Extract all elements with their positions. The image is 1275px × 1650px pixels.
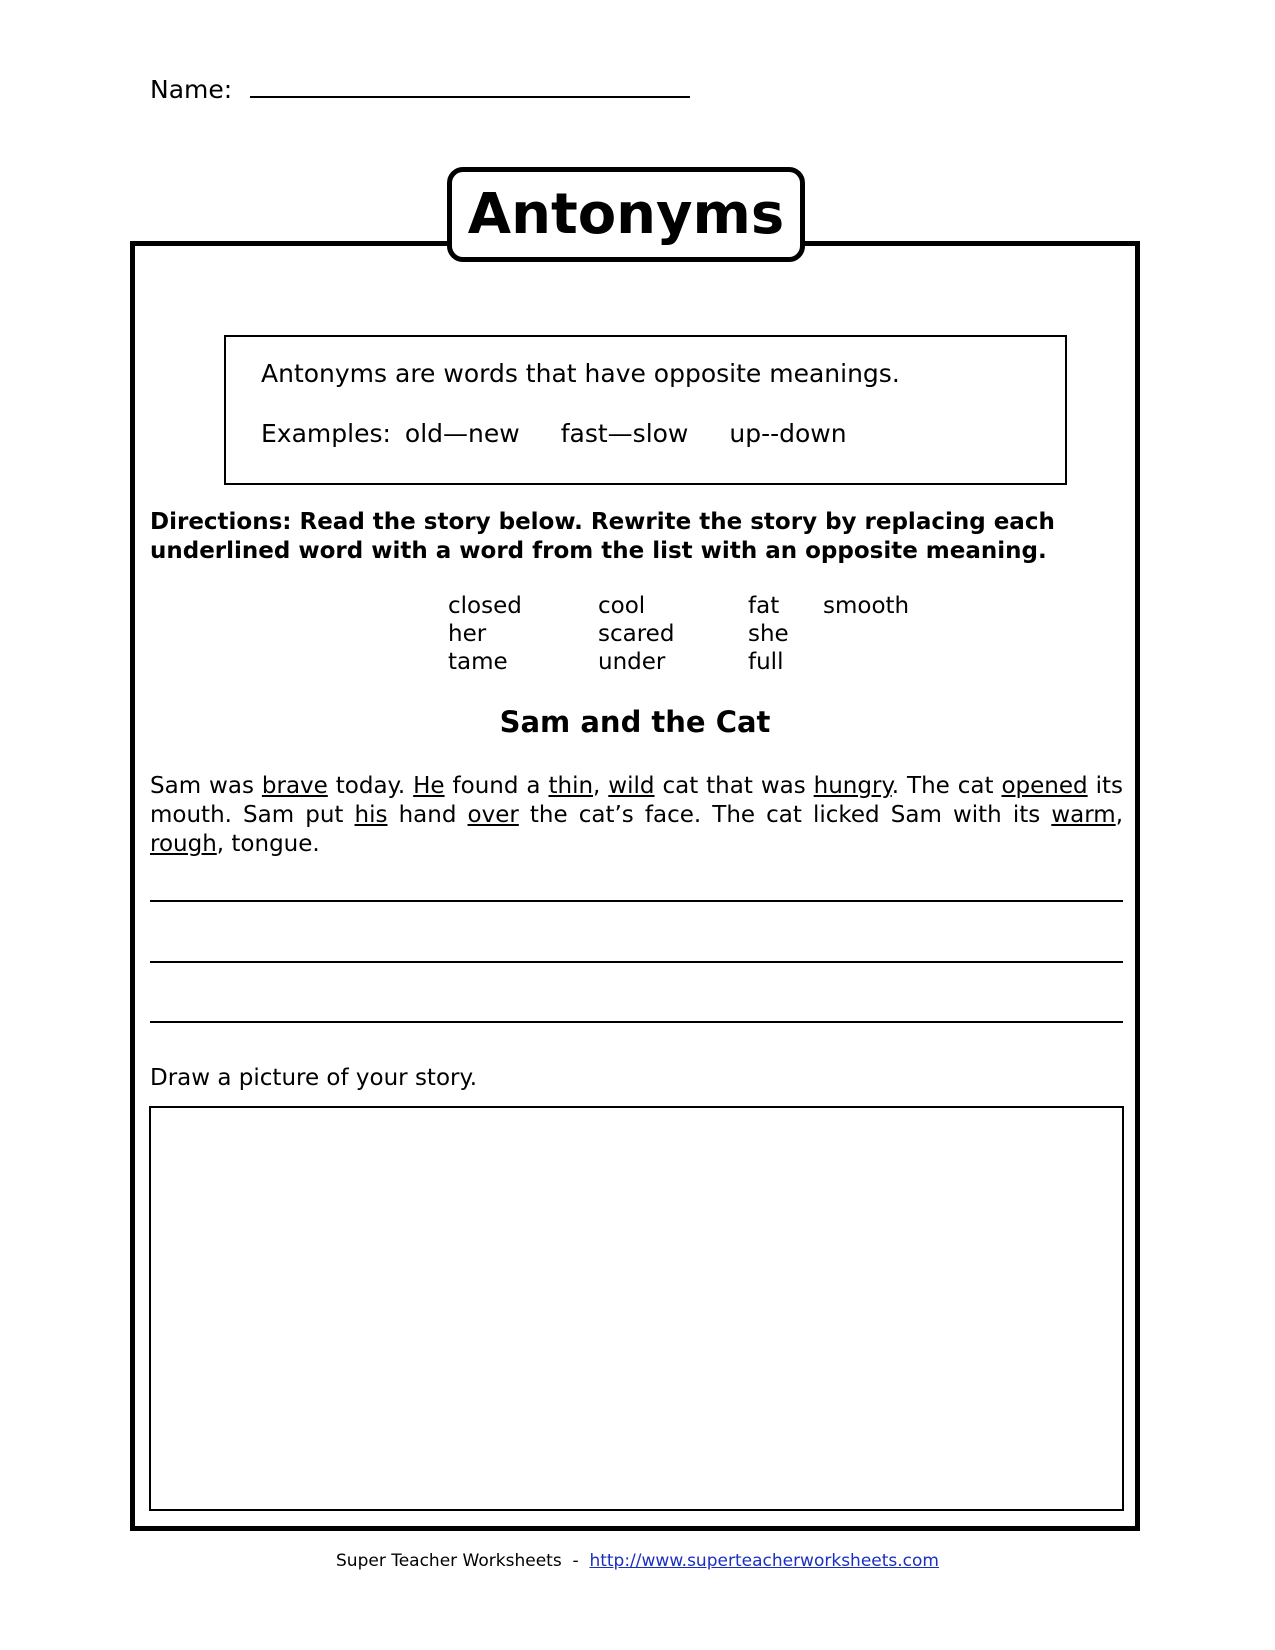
word-bank-row	[448, 648, 973, 676]
story-paragraph	[150, 772, 1123, 859]
writing-line[interactable]	[150, 961, 1123, 963]
word-bank-word: cool	[598, 593, 646, 619]
underlined-word: thin	[548, 773, 594, 799]
word-bank-word: scared	[598, 621, 675, 647]
story-text: . The cat	[891, 773, 1002, 799]
word-bank-word: fat	[748, 593, 780, 619]
story-text: , tongue.	[216, 831, 320, 857]
example-pair: old—new	[404, 419, 520, 448]
word-bank-row	[448, 620, 973, 648]
story-text: cat that was	[654, 773, 814, 799]
story-text: Sam was	[150, 773, 262, 799]
worksheet-title: Antonyms	[447, 167, 805, 262]
definition-box	[224, 335, 1067, 485]
story-text: ,	[593, 773, 609, 799]
example-pair: up--down	[729, 419, 847, 448]
underlined-word: his	[354, 802, 388, 828]
word-bank-word: under	[598, 649, 666, 675]
name-blank-line[interactable]	[250, 72, 690, 98]
underlined-word: wild	[608, 773, 655, 799]
underlined-word: warm	[1051, 802, 1116, 828]
word-bank-word	[823, 648, 973, 676]
story-text: hand	[387, 802, 468, 828]
story-text: today.	[327, 773, 414, 799]
word-bank	[448, 592, 973, 676]
name-label: Name:	[150, 75, 233, 104]
word-bank-word	[823, 620, 973, 648]
examples-label: Examples:	[261, 419, 391, 448]
word-bank-word: smooth	[823, 593, 910, 619]
underlined-word: brave	[261, 773, 328, 799]
drawing-box[interactable]	[149, 1106, 1124, 1511]
writing-line[interactable]	[150, 1021, 1123, 1023]
underlined-word: opened	[1001, 773, 1088, 799]
example-pair: fast—slow	[560, 419, 689, 448]
story-text: found a	[444, 773, 549, 799]
writing-line[interactable]	[150, 900, 1123, 902]
story-text: the cat’s face. The cat licked Sam with its	[518, 802, 1052, 828]
word-bank-word: she	[748, 621, 789, 647]
underlined-word: hungry	[813, 773, 892, 799]
directions-text: Directions: Read the story below. Rewrite the story by replacing each underlined word with a word from the list with an opposite meaning.	[150, 509, 1055, 564]
story-title: Sam and the Cat	[499, 705, 771, 739]
word-bank-word: closed	[448, 593, 522, 619]
definition-text: Antonyms are words that have opposite meanings.	[261, 359, 900, 388]
story-text: its mouth. Sam put	[150, 773, 1123, 828]
underlined-word: over	[467, 802, 519, 828]
draw-instruction: Draw a picture of your story.	[150, 1065, 478, 1091]
word-bank-word: her	[448, 621, 487, 647]
word-bank-row	[448, 592, 973, 620]
underlined-word: He	[413, 773, 445, 799]
name-row	[150, 72, 690, 104]
story-text: ,	[1115, 802, 1123, 828]
footer-text: Super Teacher Worksheets -	[336, 1551, 590, 1571]
word-bank-word: full	[748, 649, 784, 675]
word-bank-word: tame	[448, 649, 508, 675]
examples-row	[261, 419, 888, 448]
underlined-word: rough	[150, 831, 217, 857]
footer-link[interactable]: http://www.superteacherworksheets.com	[589, 1551, 939, 1571]
footer	[0, 1551, 1275, 1571]
